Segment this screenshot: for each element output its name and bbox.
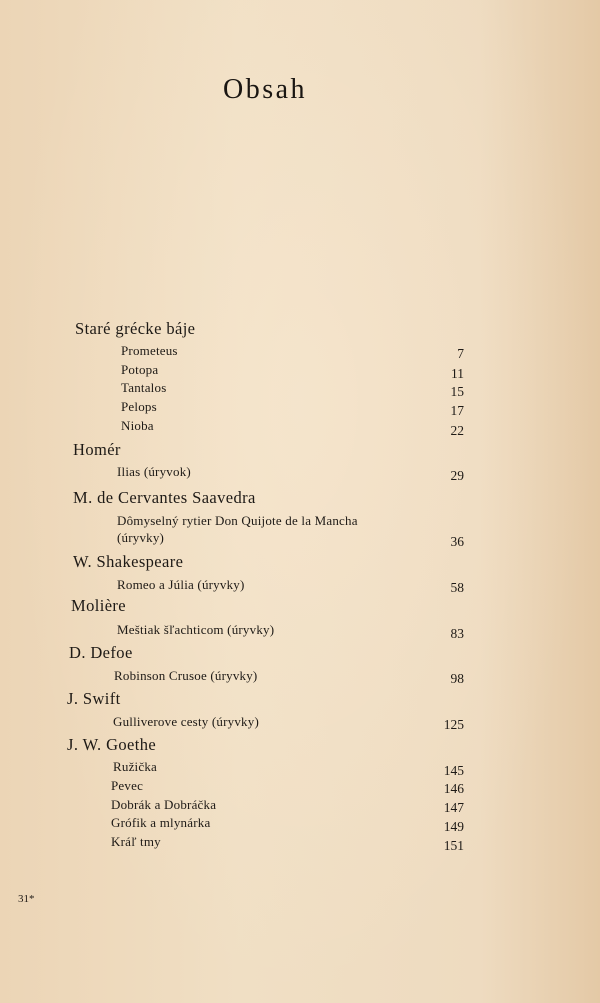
toc-section-heading: J. W. Goethe: [67, 735, 157, 754]
toc-entry-title: Meštiak šľachticom (úryvky): [117, 622, 275, 637]
toc-section-heading: Molière: [71, 596, 127, 615]
printer-signature-mark: 31*: [18, 893, 35, 905]
toc-entry-page: 7: [457, 346, 464, 361]
toc-entry-title: Ilias (úryvok): [117, 464, 191, 479]
toc-entry-page: 11: [451, 366, 464, 381]
toc-section-heading: Staré grécke báje: [75, 319, 196, 338]
toc-entry-title: Pelops: [121, 399, 157, 414]
toc-entry-page: 149: [443, 819, 464, 834]
toc-section-heading: Homér: [73, 440, 121, 459]
toc-entry-title: Gulliverove cesty (úryvky): [113, 714, 259, 729]
toc-entry-page: 22: [450, 423, 464, 438]
toc-entry-page: 98: [450, 671, 464, 686]
toc-entry-page: 151: [443, 838, 464, 853]
toc-entry-title: Potopa: [121, 362, 159, 377]
toc-entry-title: Pevec: [111, 778, 144, 793]
toc-entry-page: 83: [450, 626, 464, 641]
toc-section-heading: M. de Cervantes Saavedra: [73, 488, 256, 507]
toc-entry-title: Kráľ tmy: [111, 834, 161, 849]
toc-entry-title: Dômyselný rytier Don Quijote de la Mancha: [117, 513, 358, 528]
toc-entry-title-continued: (úryvky): [117, 530, 165, 545]
toc-entry-page: 146: [443, 781, 464, 796]
toc-entry-page: 145: [443, 763, 464, 778]
toc-entry-title: Nioba: [121, 418, 154, 433]
toc-entry-page: 58: [450, 580, 464, 595]
toc-entry-page: 125: [443, 717, 464, 732]
toc-entry-page: 15: [450, 384, 464, 399]
toc-entry-page: 17: [450, 403, 464, 418]
toc-section-heading: W. Shakespeare: [73, 552, 184, 571]
toc-entry-page: 29: [450, 468, 464, 483]
toc-section-heading: J. Swift: [67, 689, 121, 708]
toc-entry-title: Dobrák a Dobráčka: [111, 797, 217, 812]
toc-entry-page: 36: [450, 534, 464, 549]
toc-entry-title: Ružička: [113, 759, 157, 774]
toc-entry-page: 147: [443, 800, 464, 815]
toc-entry-title: Romeo a Júlia (úryvky): [117, 577, 245, 592]
toc-entry-title: Tantalos: [121, 380, 167, 395]
toc-entry-title: Prometeus: [121, 343, 178, 358]
toc-entry-title: Grófik a mlynárka: [111, 815, 211, 830]
page-title: Obsah: [222, 74, 308, 105]
toc-entry-title: Robinson Crusoe (úryvky): [114, 668, 258, 683]
toc-section-heading: D. Defoe: [69, 643, 133, 662]
